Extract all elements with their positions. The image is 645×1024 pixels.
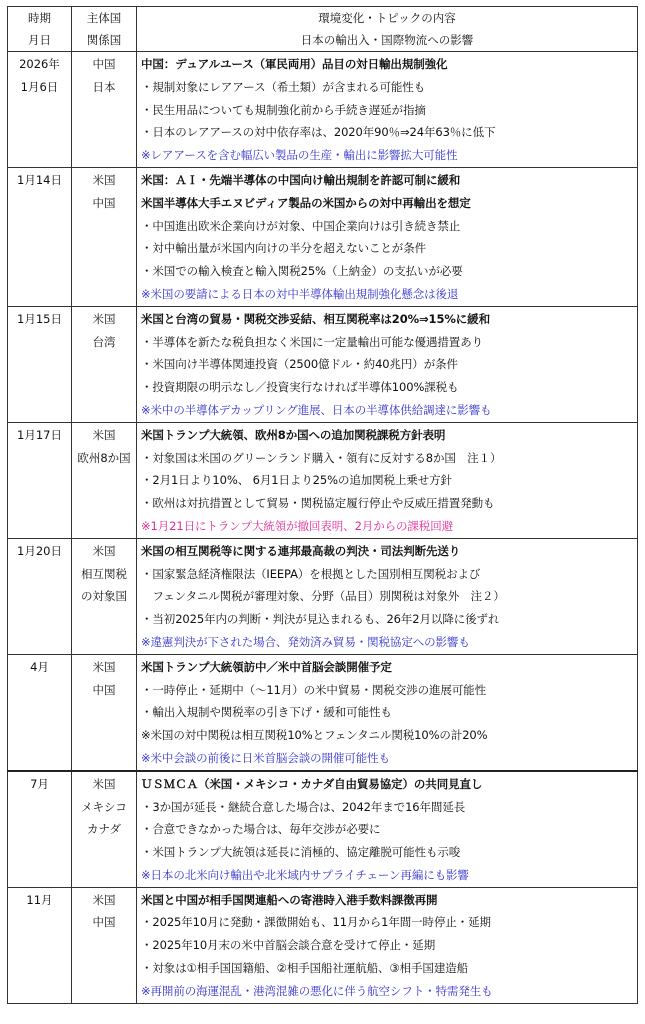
topic-detail: ※米国の対中関税は相互関税10%とフェンタニル関税10%の計20% — [141, 728, 488, 743]
country-text: 中国 — [92, 682, 116, 697]
impact-note: ※米中の半導体デカップリング進展、日本の半導体供給調達に影響も — [141, 402, 492, 417]
topic-detail: ・規制対象にレアアース（希土類）が含まれる可能性も — [141, 79, 426, 94]
topic-title: 米国トランプ大統領、欧州8か国への追加関税課税方針表明 — [141, 427, 446, 442]
date-cell — [8, 771, 72, 887]
impact-note: ※レアアースを含む幅広い製品の生産・輸出に影響拡大可能性 — [141, 148, 458, 163]
country-text: 米国 — [92, 659, 116, 674]
topic-detail: ・米国での輸入検査と輸入関税25%（上納金）の支払いが必要 — [141, 264, 463, 279]
date-text: 1月17日 — [17, 427, 62, 442]
table-row — [8, 538, 638, 654]
country-text: カナダ — [87, 822, 121, 837]
topic-title: 米国と中国が相手国関連船への寄港時入港手数料課徴再開 — [141, 892, 438, 907]
topic-detail: ・米国向け半導体関連投資（2500億ドル・約40兆円）が条件 — [141, 357, 458, 372]
header-content-line2: 日本の輸出入・国際物流への影響 — [300, 33, 474, 47]
header-countries-line1: 主体国 — [86, 11, 122, 25]
topic-detail: ・輸出入規制や関税率の引き下げ・緩和可能性も — [141, 705, 392, 720]
country-text: 中国 — [92, 57, 116, 71]
topic-detail: ・中国進出欧米企業向けが対象、中国企業向けは引き続き禁止 — [141, 218, 461, 233]
topic-detail: ・3か国が延長・継続合意した場合は、2042年まで16年間延長 — [141, 799, 466, 814]
content-cell — [137, 771, 638, 887]
content-cell — [137, 538, 638, 654]
date-text: 2026年 — [19, 57, 60, 71]
country-text: 米国 — [92, 427, 116, 442]
country-text: 中国 — [92, 195, 116, 210]
table-row — [8, 887, 638, 1003]
countries-cell — [72, 306, 137, 422]
countries-cell — [72, 887, 137, 1003]
date-cell — [8, 52, 72, 168]
topic-title: 米国の相互関税等に関する連邦最高裁の判決・司法判断先送り — [141, 543, 461, 558]
topic-title: 米国と台湾の貿易・関税交渉妥結、相互関税率は20%⇒15%に緩和 — [141, 311, 490, 326]
country-text: 米国 — [92, 172, 116, 187]
header-countries — [72, 7, 137, 52]
header-date — [8, 7, 72, 52]
topic-detail: ・対象国は米国のグリーンランド購入・領有に反対する8か国 注１） — [141, 450, 502, 465]
content-cell — [137, 52, 638, 168]
date-text: 1月14日 — [17, 172, 62, 187]
country-text: 米国 — [92, 776, 116, 791]
header-countries-line2: 関係国 — [86, 33, 122, 47]
topic-detail: ・民生用品についても規制強化前から手続き遅延が指摘 — [141, 102, 426, 117]
date-cell — [8, 167, 72, 306]
date-text: 4月 — [30, 659, 49, 674]
impact-note: ※米国の要請による日本の対中半導体輸出規制強化懸念は後退 — [141, 286, 459, 301]
topic-detail: ・米国トランプ大統領は延長に消極的、協定離脱可能性も示唆 — [141, 845, 461, 860]
date-text: 1月20日 — [17, 543, 62, 558]
topic-detail: ・対象は①相手国国籍船、②相手国船社運航船、③相手国建造船 — [141, 961, 469, 976]
countries-cell — [72, 654, 137, 770]
country-text: 相互関税 — [81, 566, 127, 581]
impact-note: ※米中会談の前後に日米首脳会談の開催可能性も — [141, 750, 390, 765]
topic-detail: ・国家緊急経済権限法（IEEPA）を根拠とした国別相互関税および — [141, 566, 481, 581]
content-cell — [137, 306, 638, 422]
countries-cell — [72, 771, 137, 887]
content-cell — [137, 422, 638, 538]
topic-title: 米国半導体大手エヌビディア製品の米国からの対中再輸出を想定 — [141, 195, 471, 210]
countries-cell — [72, 538, 137, 654]
country-text: 台湾 — [92, 334, 116, 349]
table-header-row — [8, 7, 638, 52]
country-text: 米国 — [92, 892, 116, 907]
topic-detail: ・半導体を新たな税負担なく米国に一定量輸出可能な優遇措置あり — [141, 334, 483, 349]
impact-note: ※日本の北米向け輸出や北米域内サプライチェーン再編にも影響 — [141, 867, 469, 882]
country-text: メキシコ — [81, 799, 127, 814]
topic-title: 米国：ＡＩ・先端半導体の中国向け輸出規制を許認可制に緩和 — [141, 172, 461, 187]
country-text: 中国 — [92, 915, 116, 930]
country-text: 欧州8か国 — [77, 450, 131, 465]
content-cell — [137, 654, 638, 770]
impact-note: ※違憲判決が下された場合、発効済み貿易・関税協定への影響も — [141, 634, 470, 649]
topic-detail: ・欧州は対抗措置として貿易・関税協定履行停止や反威圧措置発動も — [141, 496, 495, 511]
date-cell — [8, 422, 72, 538]
topic-detail: ・日本のレアアースの対中依存率は、2020年90％⇒24年63％に低下 — [141, 125, 496, 140]
header-date-line2: 月日 — [28, 33, 51, 47]
table-row — [8, 654, 638, 770]
topic-title: ＵＳＭＣＡ（米国・メキシコ・カナダ自由貿易協定）の共同見直し — [141, 776, 483, 791]
content-cell — [137, 887, 638, 1003]
country-text: の対象国 — [81, 589, 127, 604]
table-row — [8, 167, 638, 306]
table-row — [8, 306, 638, 422]
date-text: 1月6日 — [20, 79, 59, 94]
header-content-line1: 環境変化・トピックの内容 — [318, 11, 456, 25]
topic-detail: ・一時停止・延期中（～11月）の米中貿易・関税交渉の進展可能性 — [141, 682, 487, 697]
date-cell — [8, 654, 72, 770]
topic-detail: ・投資期限の明示なし／投資実行なければ半導体100%課税も — [141, 380, 459, 395]
topic-detail: ・対中輸出量が米国内向けの半分を超えないことが条件 — [141, 241, 426, 256]
date-text: 1月15日 — [17, 311, 62, 326]
topic-table — [7, 6, 638, 1004]
countries-cell — [72, 167, 137, 306]
topic-detail: フェンタニル関税が審理対象、分野（品目）別関税は対象外 注２） — [141, 589, 505, 604]
topic-title: 米国トランプ大統領訪中／米中首脳会談開催予定 — [141, 659, 392, 674]
country-text: 米国 — [92, 311, 116, 326]
topic-detail: ・当初2025年内の判断・判決が見込まれるも、26年2月以降に後ずれ — [141, 612, 500, 627]
date-cell — [8, 306, 72, 422]
topic-detail: ・2025年10月に発動・課徴開始も、11月から1年間一時停止・延期 — [141, 915, 491, 930]
topic-title: 中国：デュアルユース（軍民両用）品目の対日輸出規制強化 — [141, 57, 448, 71]
header-content — [137, 7, 638, 52]
content-cell — [137, 167, 638, 306]
impact-note: ※再開前の海運混乱・港湾混雑の悪化に伴う航空シフト・特需発生も — [141, 983, 493, 998]
date-text: 7月 — [30, 776, 49, 791]
table-row — [8, 422, 638, 538]
topic-detail: ・2025年10月末の米中首脳会談合意を受けて停止・延期 — [141, 938, 436, 953]
date-cell — [8, 887, 72, 1003]
table-row — [8, 52, 638, 168]
topic-detail: ・合意できなかった場合は、毎年交渉が必要に — [141, 822, 381, 837]
country-text: 日本 — [92, 79, 116, 94]
countries-cell — [72, 422, 137, 538]
date-cell — [8, 538, 72, 654]
countries-cell — [72, 52, 137, 168]
impact-note: ※1月21日にトランプ大統領が撤回表明、2月からの課税回避 — [141, 518, 453, 533]
date-text: 11月 — [26, 892, 53, 907]
topic-detail: ・2月1日より10%、 6月1日より25%の追加関税上乗せ方針 — [141, 473, 452, 488]
table-row — [8, 771, 638, 887]
header-date-line1: 時期 — [28, 11, 51, 25]
country-text: 米国 — [92, 543, 116, 558]
